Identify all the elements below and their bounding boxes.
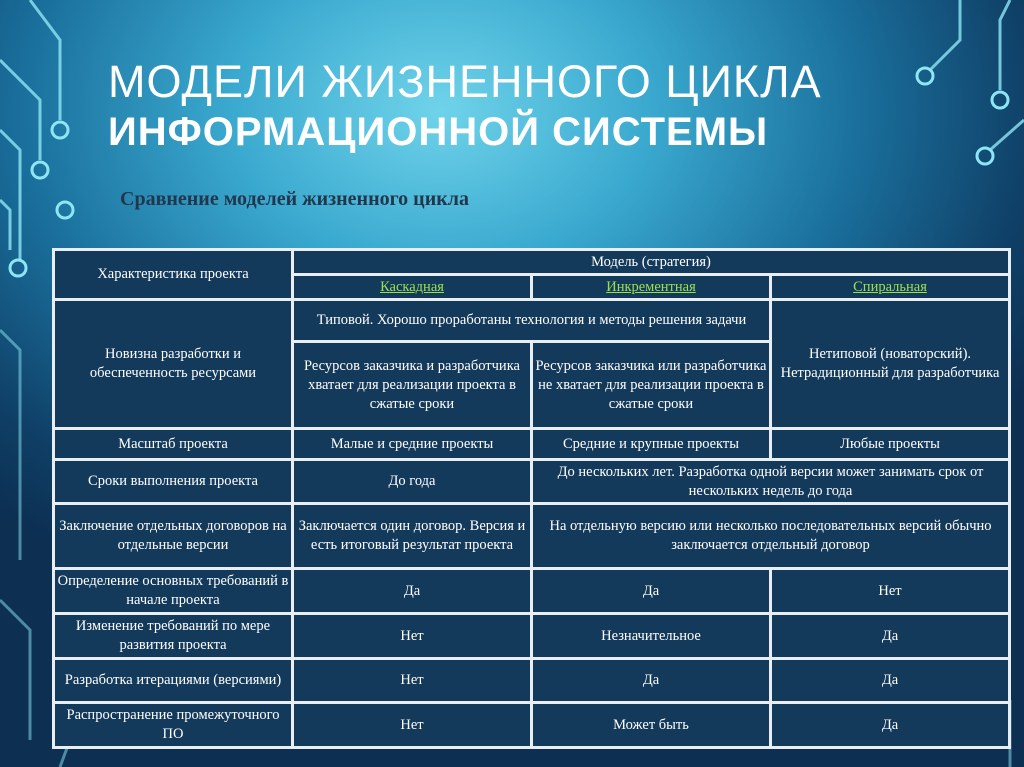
table-row — [55, 660, 1008, 701]
header-characteristic: Характеристика проекта — [55, 251, 291, 298]
cell: Нет — [294, 660, 530, 701]
title-line-2: ИНФОРМАЦИОННОЙ СИСТЕМЫ — [108, 110, 769, 154]
table-row — [55, 615, 1008, 657]
link-cascade[interactable]: Каскадная — [380, 278, 444, 295]
title-line-1: МОДЕЛИ ЖИЗНЕННОГО ЦИКЛА — [108, 56, 822, 107]
row-label: Сроки выполнения проекта — [55, 461, 291, 502]
cell: Да — [772, 704, 1008, 746]
cell: Да — [772, 660, 1008, 701]
cell: Малые и средние проекты — [294, 430, 530, 458]
cell: Типовой. Хорошо проработаны технология и методы решения задачи — [294, 301, 769, 340]
cell: Да — [533, 570, 769, 612]
row-label: Изменение требований по мере развития проекта — [55, 615, 291, 657]
cell: Нетиповой (новаторский). Нетрадиционный для разработчика — [772, 301, 1008, 427]
row-label: Масштаб проекта — [55, 430, 291, 458]
cell: До года — [294, 461, 530, 502]
cell: Ресурсов заказчика или разработчика не хватает для реализации проекта в сжатые сроки — [533, 343, 769, 427]
cell: Средние и крупные проекты — [533, 430, 769, 458]
header-model: Модель (стратегия) — [294, 251, 1008, 273]
cell: Да — [533, 660, 769, 701]
cell: Нет — [294, 704, 530, 746]
row-label: Распространение промежуточного ПО — [55, 704, 291, 746]
cell: Да — [294, 570, 530, 612]
cell: Заключается один договор. Версия и есть итоговый результат проекта — [294, 505, 530, 567]
row-label: Заключение отдельных договоров на отдельные версии — [55, 505, 291, 567]
cell: На отдельную версию или несколько последовательных версий обычно заключается отдельный договор — [533, 505, 1008, 567]
comparison-table — [52, 248, 1011, 749]
link-spiral[interactable]: Спиральная — [853, 278, 927, 295]
cell: Нет — [772, 570, 1008, 612]
row-label: Новизна разработки и обеспеченность ресурсами — [55, 301, 291, 427]
row-label: Разработка итерациями (версиями) — [55, 660, 291, 701]
cell: Незначительное — [533, 615, 769, 657]
cell: До нескольких лет. Разработка одной версии может занимать срок от нескольких недель до года — [533, 461, 1008, 502]
row-label: Определение основных требований в начале проекта — [55, 570, 291, 612]
cell: Может быть — [533, 704, 769, 746]
cell: Ресурсов заказчика и разработчика хватает для реализации проекта в сжатые сроки — [294, 343, 530, 427]
subtitle: Сравнение моделей жизненного цикла — [120, 188, 469, 210]
cell: Нет — [294, 615, 530, 657]
link-incremental[interactable]: Инкрементная — [606, 278, 696, 295]
table-row — [55, 704, 1008, 746]
cell: Да — [772, 615, 1008, 657]
table-row — [55, 570, 1008, 612]
cell: Любые проекты — [772, 430, 1008, 458]
